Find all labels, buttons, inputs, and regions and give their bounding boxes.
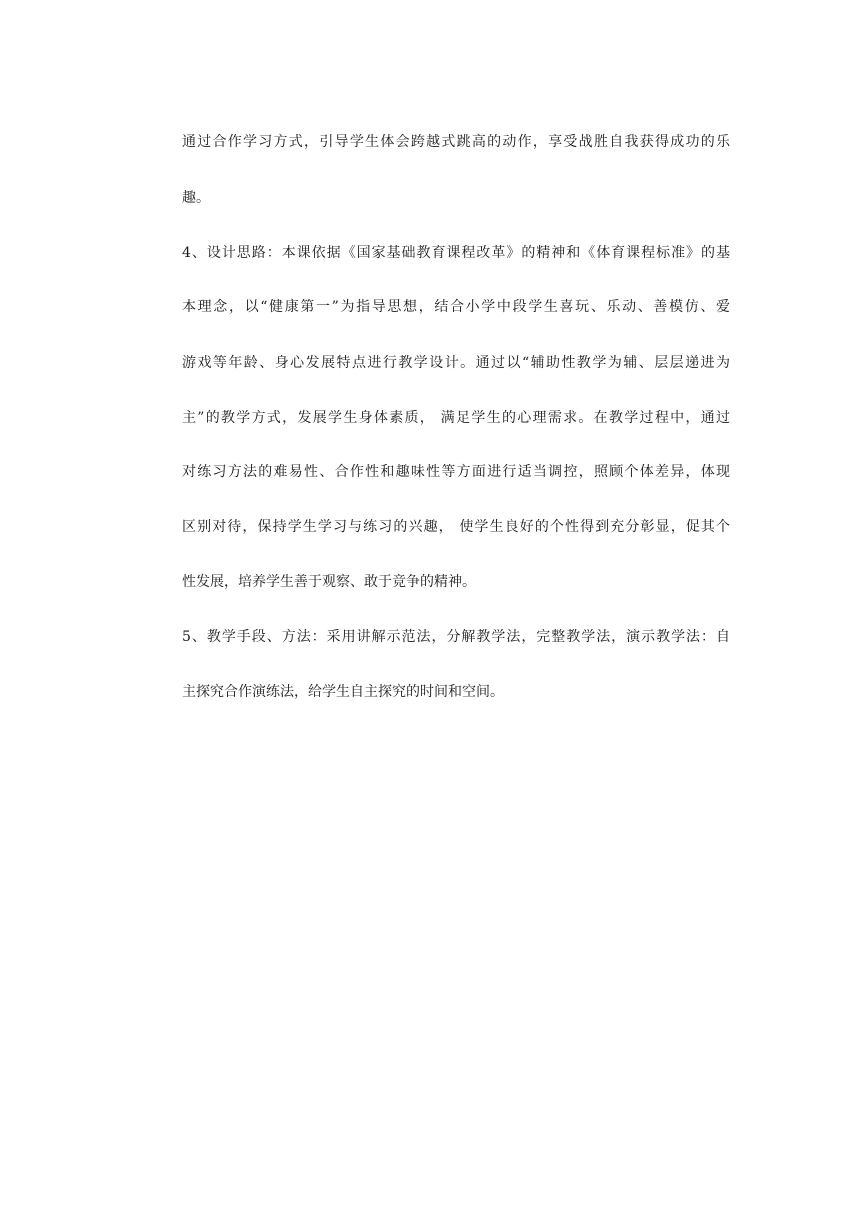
text-line: 性发展，培养学生善于观察、敢于竞争的精神。 [182,574,476,590]
text-line: 趣。 [182,190,210,206]
text-line: 主”的教学方式，发展学生身体素质， 满足学生的心理需求。在教学过程中，通过 [182,410,730,426]
text-line: 区别对待，保持学生学习与练习的兴趣， 使学生良好的个性得到充分彰显，促其个 [182,519,730,535]
text-line: 主探究合作演练法，给学生自主探究的时间和空间。 [182,684,504,700]
text-line: 4、设计思路：本课依据《国家基础教育课程改革》的精神和《体育课程标准》的基 [182,245,730,261]
text-line: 5、教学手段、方法：采用讲解示范法，分解教学法，完整教学法，演示教学法：自 [182,629,730,645]
text-line: 对练习方法的难易性、合作性和趣味性等方面进行适当调控，照顾个体差异，体现 [182,464,730,480]
text-line: 游戏等年龄、身心发展特点进行教学设计。通过以“辅助性教学为辅、层层递进为 [182,355,730,371]
text-line: 通过合作学习方式，引导学生体会跨越式跳高的动作，享受战胜自我获得成功的乐 [182,134,730,150]
text-line: 本理念，以“健康第一”为指导思想，结合小学中段学生喜玩、乐动、善模仿、爱 [182,299,730,315]
